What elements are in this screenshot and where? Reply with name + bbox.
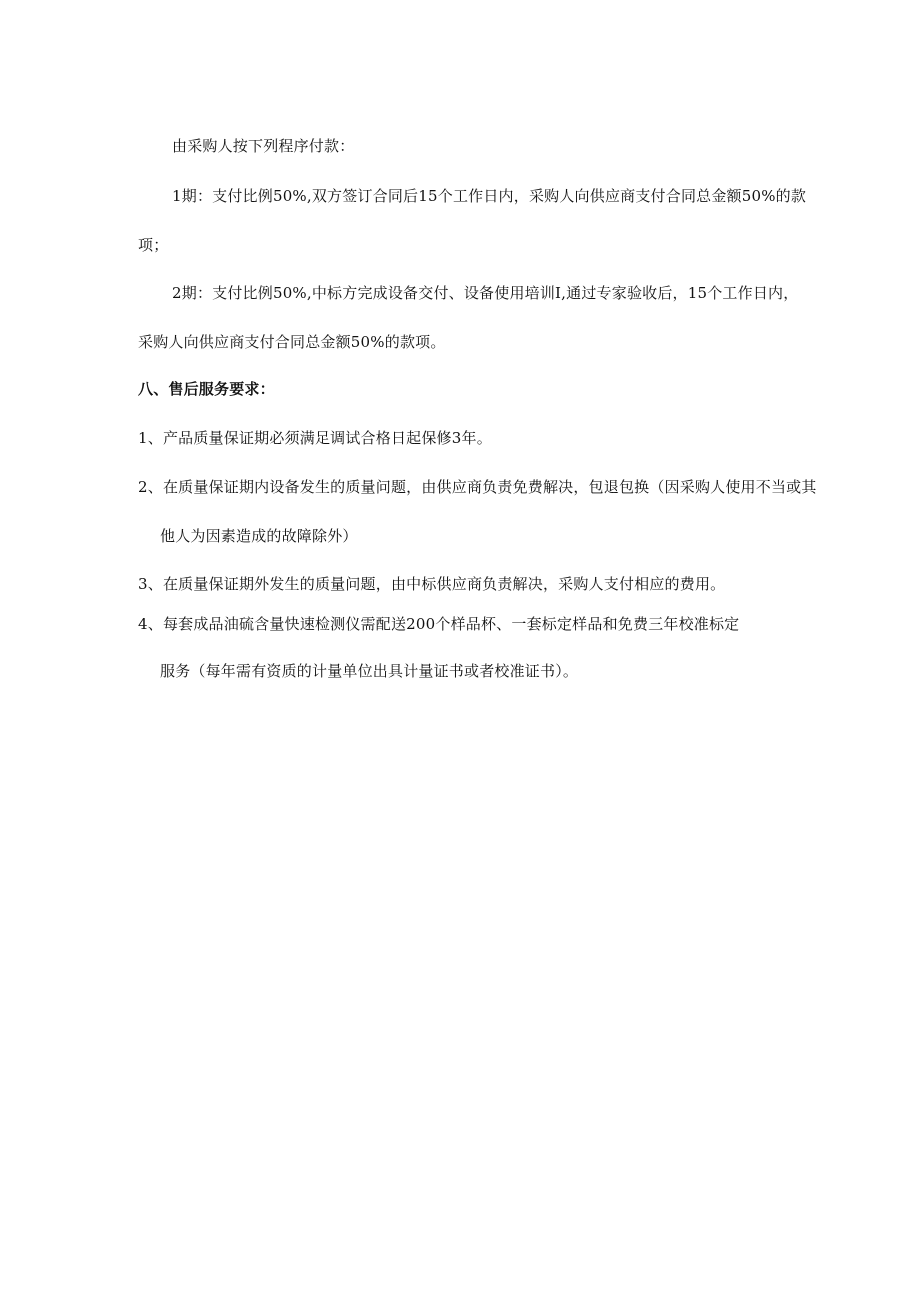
after-sales-item-2-line-2: 他人为因素造成的故障除外）	[160, 527, 358, 545]
after-sales-item-2-line-1: 2、在质量保证期内设备发生的质量问题，由供应商负责免费解决，包退包换（因采购人使用不当或其	[138, 478, 817, 496]
payment-term-1-line-1: 1期：支付比例50%,双方签订合同后15个工作日内，采购人向供应商支付合同总金额50%的款	[172, 187, 807, 205]
payment-term-2-line-1: 2期：支付比例50%,中标方完成设备交付、设备使用培训I,通过专家验收后，15个工作日内，	[172, 284, 799, 302]
section-heading-after-sales: 八、售后服务要求：	[138, 380, 275, 398]
payment-term-2-line-2: 采购人向供应商支付合同总金额50%的款项。	[138, 333, 446, 351]
after-sales-item-3: 3、在质量保证期外发生的质量问题，由中标供应商负责解决，采购人支付相应的费用。	[138, 575, 726, 593]
after-sales-item-4-line-1: 4、每套成品油硫含量快速检测仪需配送200个样品杯、一套标定样品和免费三年校准标定	[138, 615, 740, 633]
after-sales-item-1: 1、产品质量保证期必须满足调试合格日起保修3年。	[138, 429, 492, 447]
after-sales-item-4-line-2: 服务（每年需有资质的计量单位出具计量证书或者校准证书）。	[160, 662, 579, 680]
payment-intro: 由采购人按下列程序付款：	[172, 137, 355, 155]
payment-term-1-line-2: 项；	[138, 236, 169, 254]
